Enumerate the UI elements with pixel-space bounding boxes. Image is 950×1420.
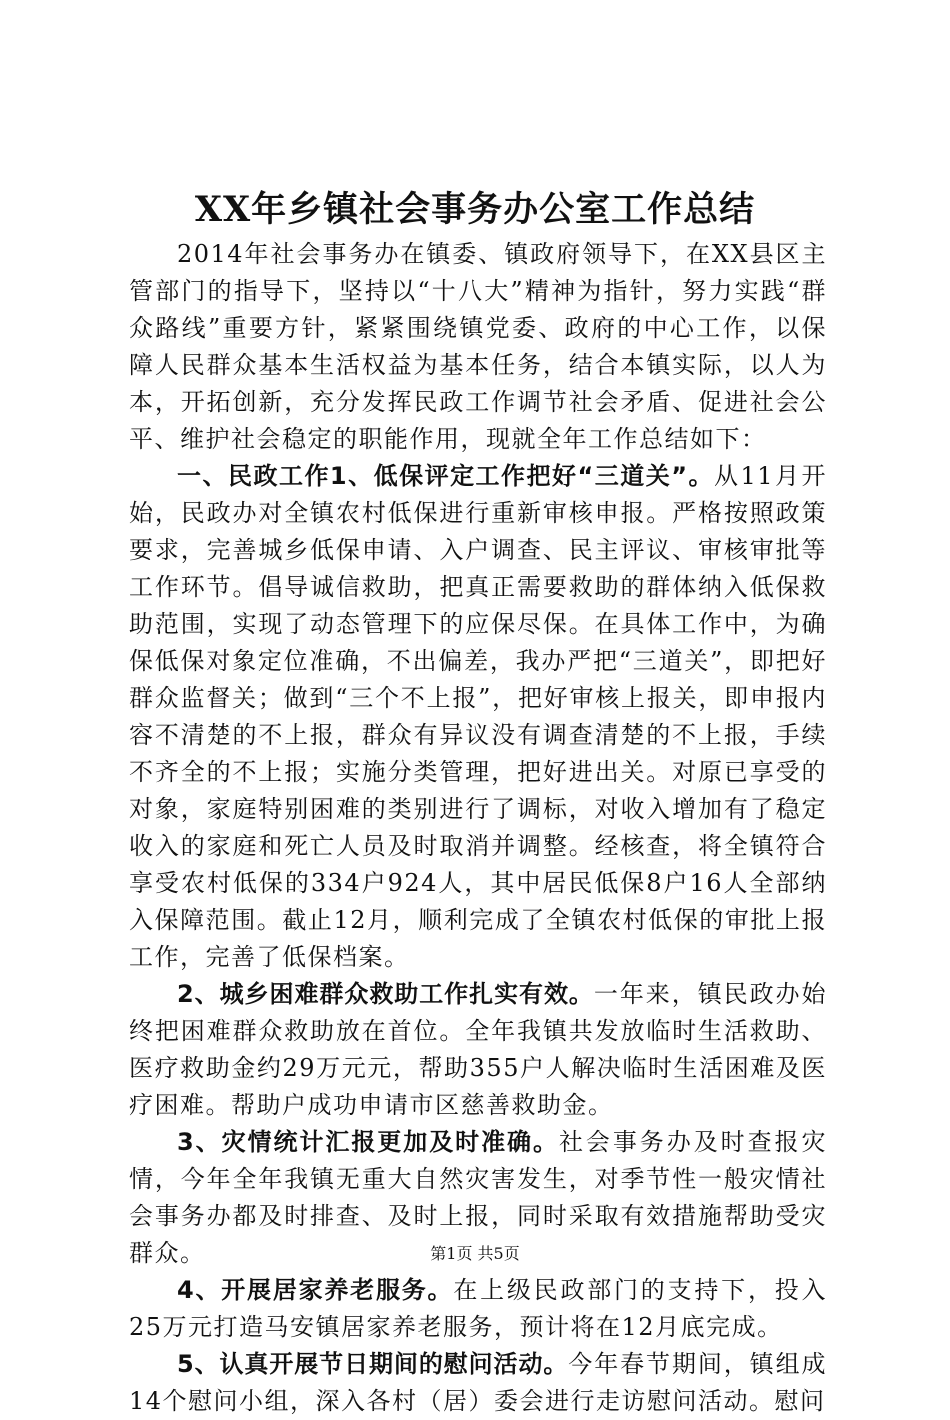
paragraph-heading: 5、认真开展节日期间的慰问活动。: [177, 1350, 569, 1378]
paragraph-heading: 2、城乡困难群众救助工作扎实有效。: [177, 980, 594, 1008]
page-footer: 第1页 共5页: [430, 1244, 520, 1263]
paragraph-text: 2014年社会事务办在镇委、镇政府领导下，在XX县区主管部门的指导下，坚持以“十八大”精神为指针，努力实践“群众路线”重要方针，紧紧围绕镇党委、政府的中心工作，以保障人民群众基本生活权益为基本任务，结合本镇实际，以人为本，开拓创新，充分发挥民政工作调节社会矛盾、促进社会公平、维护社会稳定的职能作用，现就全年工作总结如下：: [129, 240, 827, 453]
paragraph-text: 一年来，镇民政办始终把困难群众救助放在首位。全年我镇共发放临时生活救助、医疗救助金约29万元元，帮助355户人解决临时生活困难及医疗困难。帮助户成功申请市区慈善救助金。: [129, 980, 828, 1119]
paragraph-text: 社会事务办及时查报灾情，今年全年我镇无重大自然灾害发生，对季节性一般灾情社会事务办都及时排查、及时上报，同时采取有效措施帮助受灾群众。: [129, 1128, 828, 1267]
paragraph-intro: [129, 236, 827, 458]
paragraph-home-elderly-care: [129, 1272, 827, 1346]
paragraph-text: 在上级民政部门的支持下，投入25万元打造马安镇居家养老服务，预计将在12月底完成。: [129, 1276, 828, 1341]
paragraph-heading: 3、灾情统计汇报更加及时准确。: [177, 1128, 559, 1156]
paragraph-text: 从11月开始，民政办对全镇农村低保进行重新审核申报。严格按照政策要求，完善城乡低保申请、入户调查、民主评议、审核审批等工作环节。倡导诚信救助，把真正需要救助的群体纳入低保救助范围，实现了动态管理下的应保尽保。在具体工作中，为确保低保对象定位准确，不出偏差，我办严把“三道关”，即把好群众监督关；做到“三个不上报”，把好审核上报关，即申报内容不清楚的不上报，群众有异议没有调查清楚的不上报，手续不齐全的不上报；实施分类管理，把好进出关。对原已享受的对象，家庭特别困难的类别进行了调标，对收入增加有了稳定收入的家庭和死亡人员及时取消并调整。经核查，将全镇符合享受农村低保的334户924人，其中居民低保8户16人全部纳入保障范围。截止12月，顺利完成了全镇农村低保的审批上报工作，完善了低保档案。: [129, 462, 827, 971]
document-title: XX年乡镇社会事务办公室工作总结: [194, 189, 756, 230]
paragraph-hardship-assistance: [129, 976, 827, 1124]
paragraph-holiday-visits: [129, 1346, 827, 1420]
paragraph-heading: 一、民政工作1、低保评定工作把好“三道关”。: [177, 462, 714, 490]
paragraph-text: 今年春节期间，镇组成14个慰问小组，深入各村（居）委会进行走访慰问活动。慰问: [129, 1350, 828, 1415]
paragraph-civil-affairs-low-income: [129, 458, 827, 976]
paragraph-heading: 4、开展居家养老服务。: [177, 1276, 454, 1304]
